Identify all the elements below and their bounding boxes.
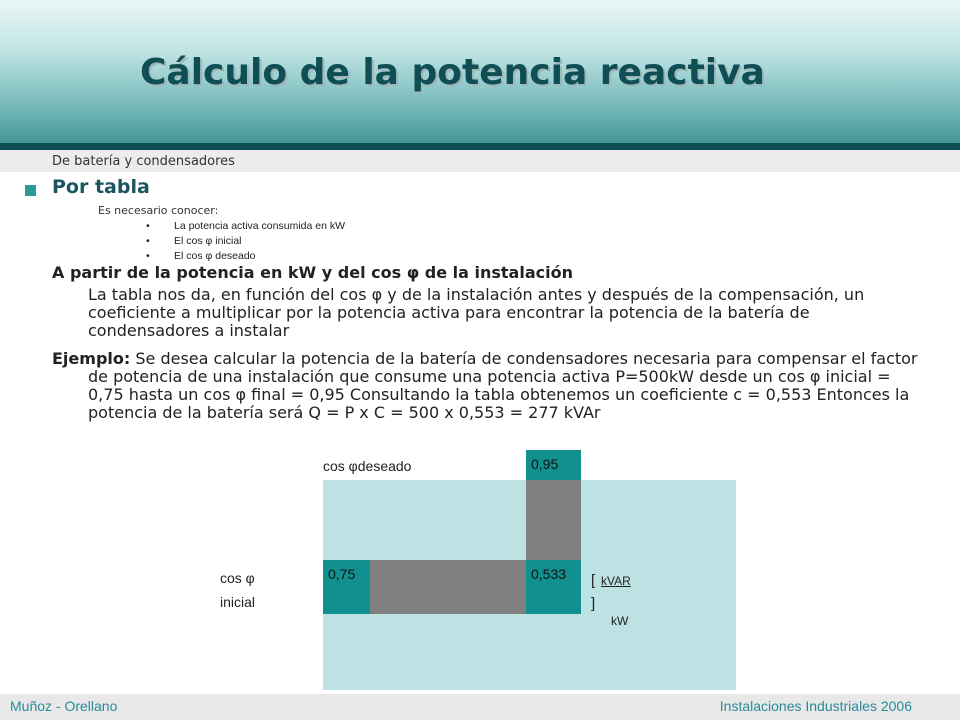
header-divider (0, 143, 960, 150)
footer-authors: Muñoz - Orellano (10, 698, 118, 714)
unit-denominator: kW (611, 614, 629, 628)
result-value-cell (526, 560, 581, 614)
example-label: Ejemplo: (52, 349, 131, 368)
explanation-paragraph: La tabla nos da, en función del cos φ y de la instalación antes y después de la compensación, un coeficiente a multiplicar por la potencia activa para encontrar la potencia de la batería de condensadores a instalar (88, 285, 865, 340)
result-value: 0,533 (531, 566, 567, 582)
initial-value: 0,75 (328, 566, 356, 582)
desired-value-cell (526, 450, 581, 480)
unit-bracket-close: ] (591, 595, 596, 612)
section-heading: Por tabla (52, 176, 150, 198)
page-title: Cálculo de la potencia reactiva (140, 52, 765, 93)
list-item: • La potencia activa consumida en kW (146, 219, 345, 234)
page-subtitle: De batería y condensadores (52, 154, 235, 169)
list-item: • El cos φ deseado (146, 249, 345, 264)
initial-label-line1: cos φ (220, 570, 255, 586)
list-item: • El cos φ inicial (146, 234, 345, 249)
initial-label-line2: inicial (220, 594, 256, 610)
square-bullet-icon (25, 185, 36, 196)
desired-value: 0,95 (531, 456, 559, 472)
desired-label: cos φdeseado (323, 458, 412, 474)
requirements-list (146, 219, 345, 264)
paragraph-heading: A partir de la potencia en kW y del cos φ de la instalación (52, 263, 573, 282)
example-text: Se desea calcular la potencia de la batería de condensadores necesaria para compensar el factor de potencia de una instalación que consume una potencia activa P=500kW desde un cos φ inicial = 0,75 hasta un cos φ final = 0,95 Consultando la tabla obtenemos un coeficiente c = 0,553 Entonces la potencia de la batería será Q = P x C = 500 x 0,553 = 277 kVAr (88, 349, 918, 422)
unit-bracket-open: [ (591, 572, 596, 589)
initial-value-cell (323, 560, 370, 614)
example-paragraph (52, 350, 918, 422)
footer-course: Instalaciones Industriales 2006 (719, 698, 912, 714)
requirements-label: Es necesario conocer: (98, 204, 219, 217)
unit-numerator: kVAR (601, 574, 631, 588)
